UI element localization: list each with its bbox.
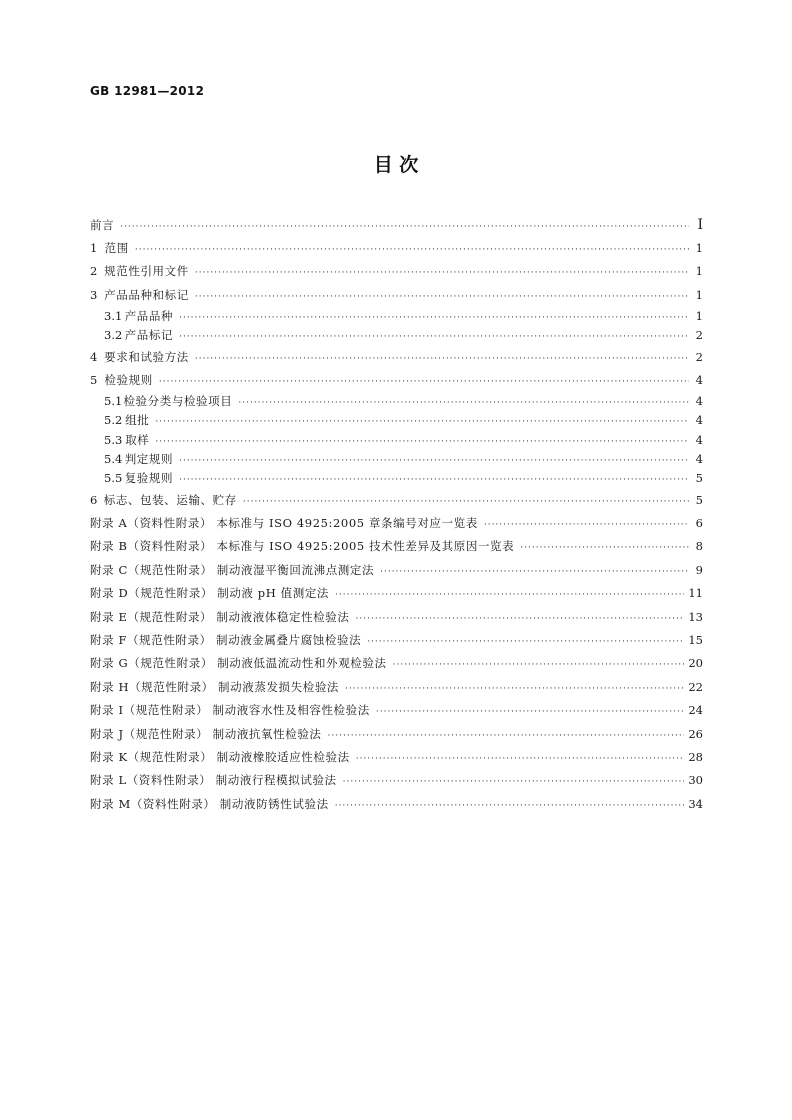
toc-page-number: 24 — [688, 703, 703, 718]
toc-leader-dots — [343, 771, 685, 792]
toc-leader-dots — [335, 584, 684, 605]
toc-entry-title: 检验分类与检验项目 — [123, 393, 233, 408]
toc-entry[interactable] — [90, 769, 703, 792]
toc-entry-title: 附录 D（规范性附录） 制动液 pH 值测定法 — [90, 586, 330, 601]
toc-entry-number: 2 — [90, 264, 98, 279]
toc-leader-dots — [243, 491, 689, 512]
toc-page-number: 1 — [695, 241, 703, 256]
toc-page-number: 26 — [688, 726, 703, 741]
toc-leader-dots — [393, 654, 685, 675]
toc-entry-number: 3.2 — [104, 328, 123, 343]
toc-page-number: 20 — [688, 656, 703, 671]
toc-entry-title: 附录 F（规范性附录） 制动液金属叠片腐蚀检验法 — [90, 633, 362, 647]
toc-page-number: 22 — [688, 679, 703, 694]
page-title: 目 次 — [373, 154, 419, 176]
toc-page-number: 4 — [695, 413, 703, 428]
toc-entry-title: 附录 C（规范性附录） 制动液湿平衡回流沸点测定法 — [90, 562, 375, 577]
toc-entry-title: 附录 I（规范性附录） 制动液容水性及相容性检验法 — [90, 703, 370, 718]
toc-leader-dots — [484, 514, 689, 535]
toc-entry[interactable] — [90, 431, 703, 450]
toc-leader-dots — [155, 413, 689, 430]
toc-leader-dots — [376, 701, 685, 722]
toc-leader-dots — [356, 748, 685, 769]
toc-leader-dots — [380, 561, 689, 582]
toc-entry[interactable] — [90, 582, 703, 605]
toc-leader-dots — [195, 286, 689, 307]
toc-page-number: 1 — [695, 287, 703, 302]
toc-entry[interactable] — [90, 369, 703, 392]
toc-page-number: 15 — [688, 633, 703, 647]
toc-entry-title: 附录 K（规范性附录） 制动液橡胶适应性检验法 — [90, 749, 350, 764]
toc-entry-title: 附录 H（规范性附录） 制动液蒸发损失检验法 — [90, 679, 340, 694]
toc-leader-dots — [135, 239, 689, 260]
toc-page-number: 13 — [688, 609, 703, 624]
toc-page-number: Ⅰ — [697, 217, 703, 233]
toc-entry[interactable] — [90, 535, 703, 558]
toc-entry-number: 5.1 — [104, 393, 123, 408]
toc-page-number: 9 — [695, 562, 703, 577]
toc-leader-dots — [335, 795, 685, 816]
toc-entry-title: 组批 — [125, 413, 150, 428]
toc-leader-dots — [179, 471, 689, 488]
toc-leader-dots — [356, 608, 685, 629]
toc-entry[interactable] — [90, 629, 703, 652]
toc-leader-dots — [195, 262, 689, 283]
toc-leader-dots — [179, 309, 689, 326]
toc-entry-number: 5.2 — [104, 413, 123, 428]
toc-entry-title: 产品标记 — [124, 328, 174, 343]
toc-leader-dots — [159, 371, 689, 392]
toc-entry-number: 4 — [90, 349, 98, 364]
toc-leader-dots — [520, 537, 689, 558]
toc-entry-number: 6 — [90, 492, 98, 507]
table-of-contents — [90, 214, 703, 816]
toc-entry[interactable] — [90, 307, 703, 326]
toc-entry[interactable] — [90, 450, 703, 469]
toc-page-number: 30 — [688, 773, 703, 788]
toc-leader-dots — [120, 216, 689, 237]
toc-entry[interactable] — [90, 411, 703, 430]
toc-page-number: 11 — [688, 586, 703, 601]
toc-entry[interactable] — [90, 676, 703, 699]
toc-entry-title: 附录 J（规范性附录） 制动液抗氧性检验法 — [90, 726, 322, 741]
toc-entry[interactable] — [90, 723, 703, 746]
toc-page-number: 34 — [688, 796, 703, 811]
toc-entry-title: 取样 — [125, 432, 150, 447]
toc-leader-dots — [195, 348, 689, 369]
toc-entry-title: 判定规则 — [124, 452, 174, 467]
toc-entry-title: 范围 — [104, 241, 129, 256]
toc-entry[interactable] — [90, 699, 703, 722]
toc-entry-title: 规范性引用文件 — [104, 264, 189, 279]
toc-entry[interactable] — [90, 284, 703, 307]
toc-page-number: 1 — [695, 264, 703, 279]
toc-leader-dots — [179, 328, 689, 345]
toc-entry[interactable] — [90, 652, 703, 675]
toc-page-number: 8 — [695, 539, 703, 554]
toc-entry[interactable] — [90, 237, 703, 260]
toc-leader-dots — [367, 631, 684, 652]
toc-entry-title: 复验规则 — [124, 471, 174, 486]
toc-entry-title: 附录 B（资料性附录） 本标准与 ISO 4925:2005 技术性差异及其原因一览表 — [90, 539, 515, 554]
toc-entry-title: 要求和试验方法 — [104, 349, 189, 364]
toc-entry-title: 前言 — [90, 218, 115, 232]
toc-page-number: 28 — [688, 749, 703, 764]
toc-page-number: 4 — [695, 372, 703, 387]
toc-entry[interactable] — [90, 489, 703, 512]
toc-entry[interactable] — [90, 746, 703, 769]
toc-entry-number: 5.5 — [104, 471, 123, 486]
toc-page-number: 4 — [695, 393, 703, 408]
toc-entry[interactable] — [90, 512, 703, 535]
toc-entry-number: 5 — [90, 372, 98, 387]
toc-page-number: 4 — [695, 432, 703, 447]
toc-leader-dots — [155, 433, 689, 450]
toc-entry-title: 附录 M（资料性附录） 制动液防锈性试验法 — [90, 796, 329, 811]
toc-entry[interactable] — [90, 346, 703, 369]
toc-entry[interactable] — [90, 392, 703, 411]
toc-entry-number: 5.4 — [104, 452, 123, 467]
toc-entry-number: 3.1 — [104, 308, 123, 323]
toc-page-number: 4 — [695, 452, 703, 467]
toc-leader-dots — [179, 452, 689, 469]
toc-leader-dots — [238, 394, 689, 411]
toc-entry-title: 检验规则 — [104, 372, 153, 387]
toc-entry-title: 产品品种和标记 — [104, 287, 189, 302]
toc-page-number: 5 — [695, 471, 703, 486]
standard-code: GB 12981—2012 — [90, 84, 205, 98]
toc-entry[interactable] — [90, 326, 703, 345]
toc-entry[interactable] — [90, 606, 703, 629]
toc-entry-title: 标志、包装、运输、贮存 — [103, 492, 237, 507]
toc-entry-number: 3 — [90, 287, 98, 302]
toc-entry-title: 附录 E（规范性附录） 制动液液体稳定性检验法 — [90, 609, 350, 624]
toc-entry[interactable] — [90, 793, 703, 816]
toc-leader-dots — [328, 725, 685, 746]
toc-entry-title: 附录 A（资料性附录） 本标准与 ISO 4925:2005 章条编号对应一览表 — [90, 516, 478, 531]
toc-page-number: 1 — [695, 308, 703, 323]
toc-page-number: 2 — [695, 328, 703, 343]
toc-leader-dots — [345, 678, 684, 699]
toc-page-number: 6 — [695, 516, 703, 531]
toc-page-number: 2 — [695, 349, 703, 364]
toc-entry-number: 1 — [90, 241, 98, 256]
toc-entry-number: 5.3 — [104, 432, 123, 447]
toc-entry-title: 附录 G（规范性附录） 制动液低温流动性和外观检验法 — [90, 656, 387, 671]
toc-entry[interactable] — [90, 260, 703, 283]
toc-entry[interactable] — [90, 469, 703, 488]
toc-entry-title: 产品品种 — [124, 308, 174, 323]
toc-entry-title: 附录 L（资料性附录） 制动液行程模拟试验法 — [90, 773, 337, 788]
toc-entry[interactable] — [90, 214, 703, 237]
toc-page-number: 5 — [695, 492, 703, 507]
toc-entry[interactable] — [90, 559, 703, 582]
